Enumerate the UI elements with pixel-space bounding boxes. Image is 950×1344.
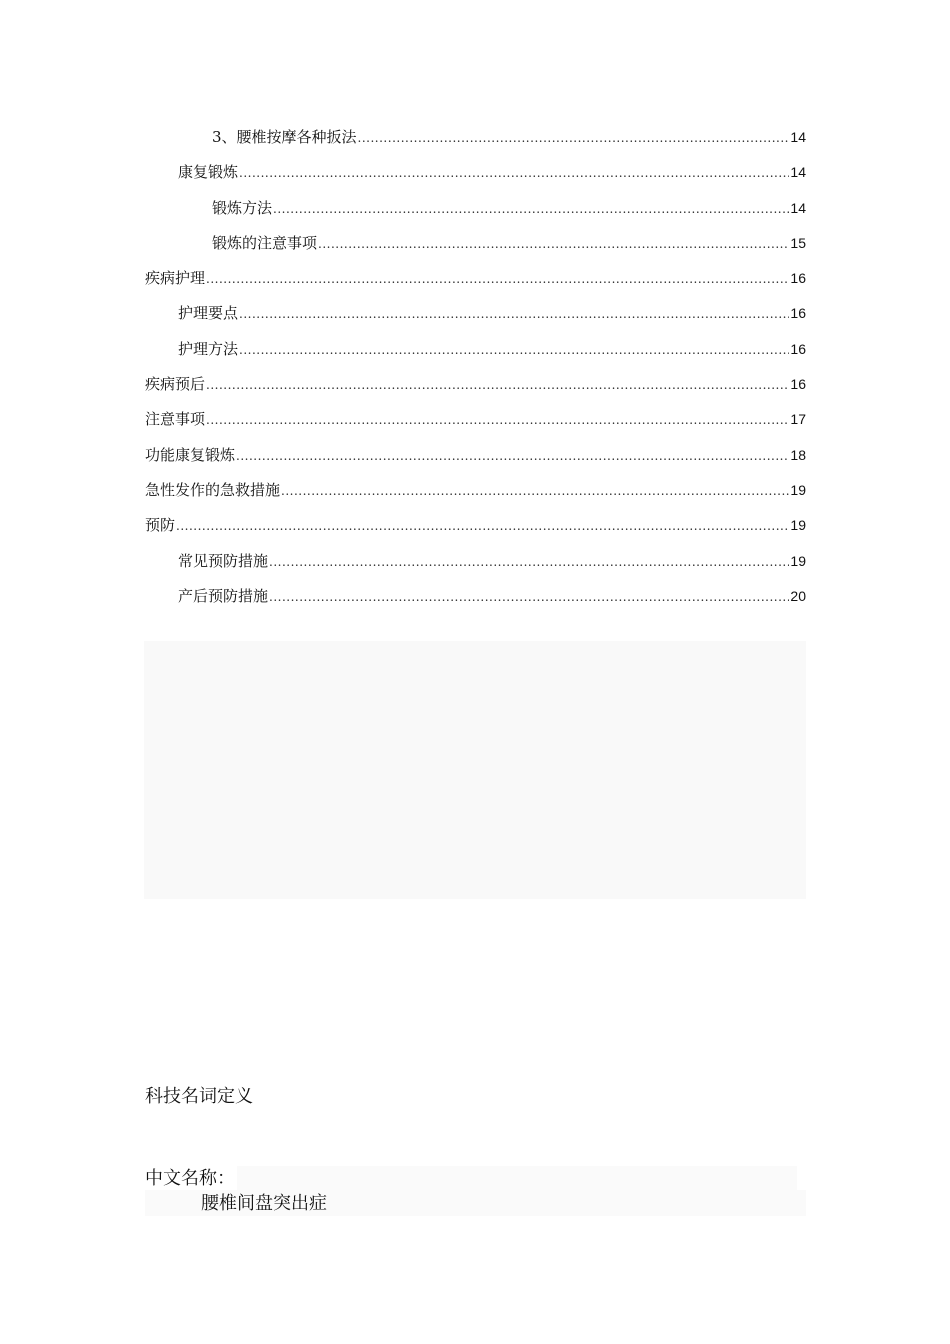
- toc-leader-dots: [273, 192, 789, 227]
- toc-entry-page: 20: [790, 587, 806, 604]
- toc-entry[interactable]: [145, 402, 806, 437]
- toc-entry[interactable]: [145, 155, 806, 190]
- toc-entry[interactable]: [145, 261, 806, 296]
- toc-leader-dots: [269, 545, 789, 580]
- toc-leader-dots: [206, 403, 789, 438]
- chinese-name-label: 中文名称：: [145, 1168, 235, 1189]
- chinese-name-value: 腰椎间盘突出症: [201, 1193, 327, 1214]
- toc-entry-page: 19: [790, 481, 806, 498]
- toc-entry-page: 17: [790, 411, 806, 428]
- field-highlight: [237, 1166, 797, 1190]
- toc-entry[interactable]: [145, 332, 806, 367]
- toc-leader-dots: [239, 333, 789, 368]
- toc-entry-title: 护理要点: [178, 304, 239, 323]
- image-placeholder: [144, 641, 806, 899]
- toc-leader-dots: [206, 262, 789, 297]
- toc-entry-title: 常见预防措施: [178, 551, 269, 570]
- toc-entry[interactable]: [145, 544, 806, 579]
- toc-entry-page: 16: [790, 340, 806, 357]
- toc-leader-dots: [206, 368, 789, 403]
- toc-entry[interactable]: [145, 579, 806, 614]
- toc-leader-dots: [281, 474, 789, 509]
- toc-entry-page: 14: [790, 129, 806, 145]
- toc-entry-page: 19: [790, 552, 806, 569]
- toc-entry-title: 预防: [145, 516, 176, 535]
- toc-leader-dots: [239, 156, 789, 191]
- toc-entry-page: 16: [790, 305, 806, 322]
- toc-entry-title: 产后预防措施: [178, 586, 269, 605]
- toc-entry-title: 疾病预后: [145, 375, 206, 394]
- toc-entry-page: 15: [790, 234, 806, 251]
- toc-leader-dots: [318, 227, 789, 262]
- toc-entry-title: 注意事项: [145, 410, 206, 429]
- toc-entry-title: 锻炼方法: [212, 198, 273, 217]
- toc-entry-page: 18: [790, 446, 806, 463]
- toc-entry[interactable]: [145, 226, 806, 261]
- toc-entry-title: 3、腰椎按摩各种扳法: [212, 128, 357, 146]
- toc-entry[interactable]: [145, 120, 806, 155]
- term-definition-heading: 科技名词定义: [145, 1086, 253, 1107]
- toc-entry[interactable]: [145, 473, 806, 508]
- toc-entry-title: 疾病护理: [145, 269, 206, 288]
- toc-leader-dots: [236, 439, 789, 474]
- toc-leader-dots: [358, 121, 790, 156]
- toc-entry-page: 16: [790, 376, 806, 393]
- toc-entry-title: 功能康复锻炼: [145, 445, 236, 464]
- toc-entry[interactable]: [145, 438, 806, 473]
- toc-entry-title: 护理方法: [178, 339, 239, 358]
- toc-entry-page: 19: [790, 517, 806, 534]
- toc-entry-title: 康复锻炼: [178, 163, 239, 182]
- toc-leader-dots: [269, 580, 789, 615]
- toc-entry-page: 16: [790, 270, 806, 287]
- toc-entry[interactable]: [145, 296, 806, 331]
- toc-entry-title: 急性发作的急救措施: [145, 480, 281, 499]
- toc-entry-page: 14: [790, 164, 806, 181]
- toc-entry-page: 14: [790, 199, 806, 216]
- toc-leader-dots: [239, 297, 789, 332]
- toc-entry[interactable]: [145, 508, 806, 543]
- table-of-contents: [145, 120, 806, 614]
- toc-entry[interactable]: [145, 191, 806, 226]
- toc-entry-title: 锻炼的注意事项: [212, 233, 318, 252]
- toc-entry[interactable]: [145, 367, 806, 402]
- toc-leader-dots: [176, 509, 789, 544]
